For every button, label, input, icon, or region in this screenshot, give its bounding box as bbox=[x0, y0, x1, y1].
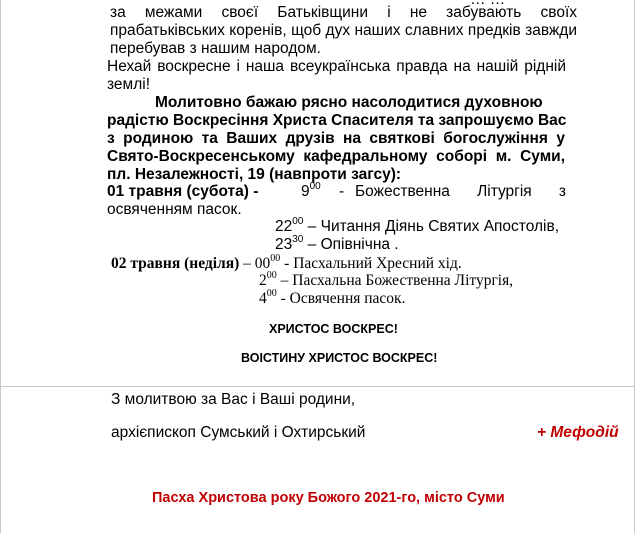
time-hours: 9 bbox=[301, 183, 310, 200]
time-hours: 2 bbox=[259, 272, 267, 289]
schedule-may2-row bbox=[111, 252, 462, 273]
invitation-line: пл. Незалежності, 19 (навпроти загсу): bbox=[107, 166, 402, 183]
service-text: – Опівнічна . bbox=[303, 236, 399, 253]
time-hours: 00 bbox=[254, 255, 271, 272]
paragraph-line: землі! bbox=[107, 76, 151, 93]
paragraph-line: перебував з нашим народом. bbox=[110, 40, 321, 57]
time-minutes: 00 bbox=[309, 180, 321, 192]
greeting-truly-risen: ВОІСТИНУ ХРИСТОС ВОСКРЕС! bbox=[241, 351, 438, 365]
time-minutes: 00 bbox=[270, 252, 281, 264]
page-break-rule bbox=[0, 386, 635, 387]
page-left-border bbox=[0, 0, 1, 533]
invitation-line: Свято-Воскресенському кафедральному соборі м. Суми, bbox=[107, 148, 565, 165]
schedule-item bbox=[259, 287, 406, 308]
paragraph-line: за межами своєї Батьківщини і не забувають своїх bbox=[110, 4, 577, 21]
schedule-may1-time bbox=[301, 180, 321, 201]
schedule-item bbox=[275, 215, 560, 236]
schedule-may2-date: 02 травня (неділя) bbox=[111, 255, 240, 272]
service-text: - Пасхальний Хресний хід. bbox=[280, 255, 462, 272]
schedule-may1-row bbox=[107, 183, 258, 201]
time-hours: 23 bbox=[275, 236, 293, 253]
schedule-item bbox=[259, 269, 514, 290]
service-text: – Читання Діянь Святих Апостолів, bbox=[303, 218, 560, 235]
signature-title: архієпископ Сумський і Охтирський bbox=[111, 424, 366, 441]
signature-name: + Мефодій bbox=[537, 424, 619, 441]
time-hours: 22 bbox=[275, 218, 293, 235]
schedule-item bbox=[275, 233, 399, 254]
schedule-may1-service: Божественна Літургія з bbox=[355, 183, 566, 200]
schedule-may1-service-cont: освяченням пасок. bbox=[107, 201, 242, 218]
time-minutes: 00 bbox=[266, 287, 277, 299]
paragraph-line: Нехай воскресне і наша всеукраїнська правда на нашій рідній bbox=[107, 58, 566, 75]
time-hours: 4 bbox=[259, 290, 267, 307]
time-minutes: 00 bbox=[292, 215, 304, 227]
invitation-line: з родиною та Ваших друзів на святкові богослужіння у bbox=[107, 130, 565, 147]
invitation-line: радістю Воскресіння Христа Спасителя та запрошуємо Вас bbox=[107, 112, 567, 129]
schedule-may1-dash: - bbox=[339, 183, 345, 200]
service-text: – Пасхальна Божественна Літургія, bbox=[276, 272, 514, 289]
paragraph-line: прабатьківських коренів, щоб дух наших славних предків завжди bbox=[110, 22, 577, 39]
time-minutes: 30 bbox=[292, 233, 304, 245]
schedule-may1-date: 01 травня (субота) - bbox=[107, 183, 259, 200]
invitation-line: Молитовно бажаю рясно насолодитися духовною bbox=[155, 94, 543, 111]
greeting-christ-is-risen: ХРИСТОС ВОСКРЕС! bbox=[269, 322, 398, 336]
dash: – bbox=[239, 255, 255, 272]
time-minutes: 00 bbox=[266, 269, 277, 281]
footer-easter-line: Пасха Христова року Божого 2021-го, місто Суми bbox=[152, 490, 505, 506]
signature-prayer-line: З молитвою за Вас і Ваші родини, bbox=[111, 391, 356, 408]
service-text: - Освячення пасок. bbox=[276, 290, 406, 307]
